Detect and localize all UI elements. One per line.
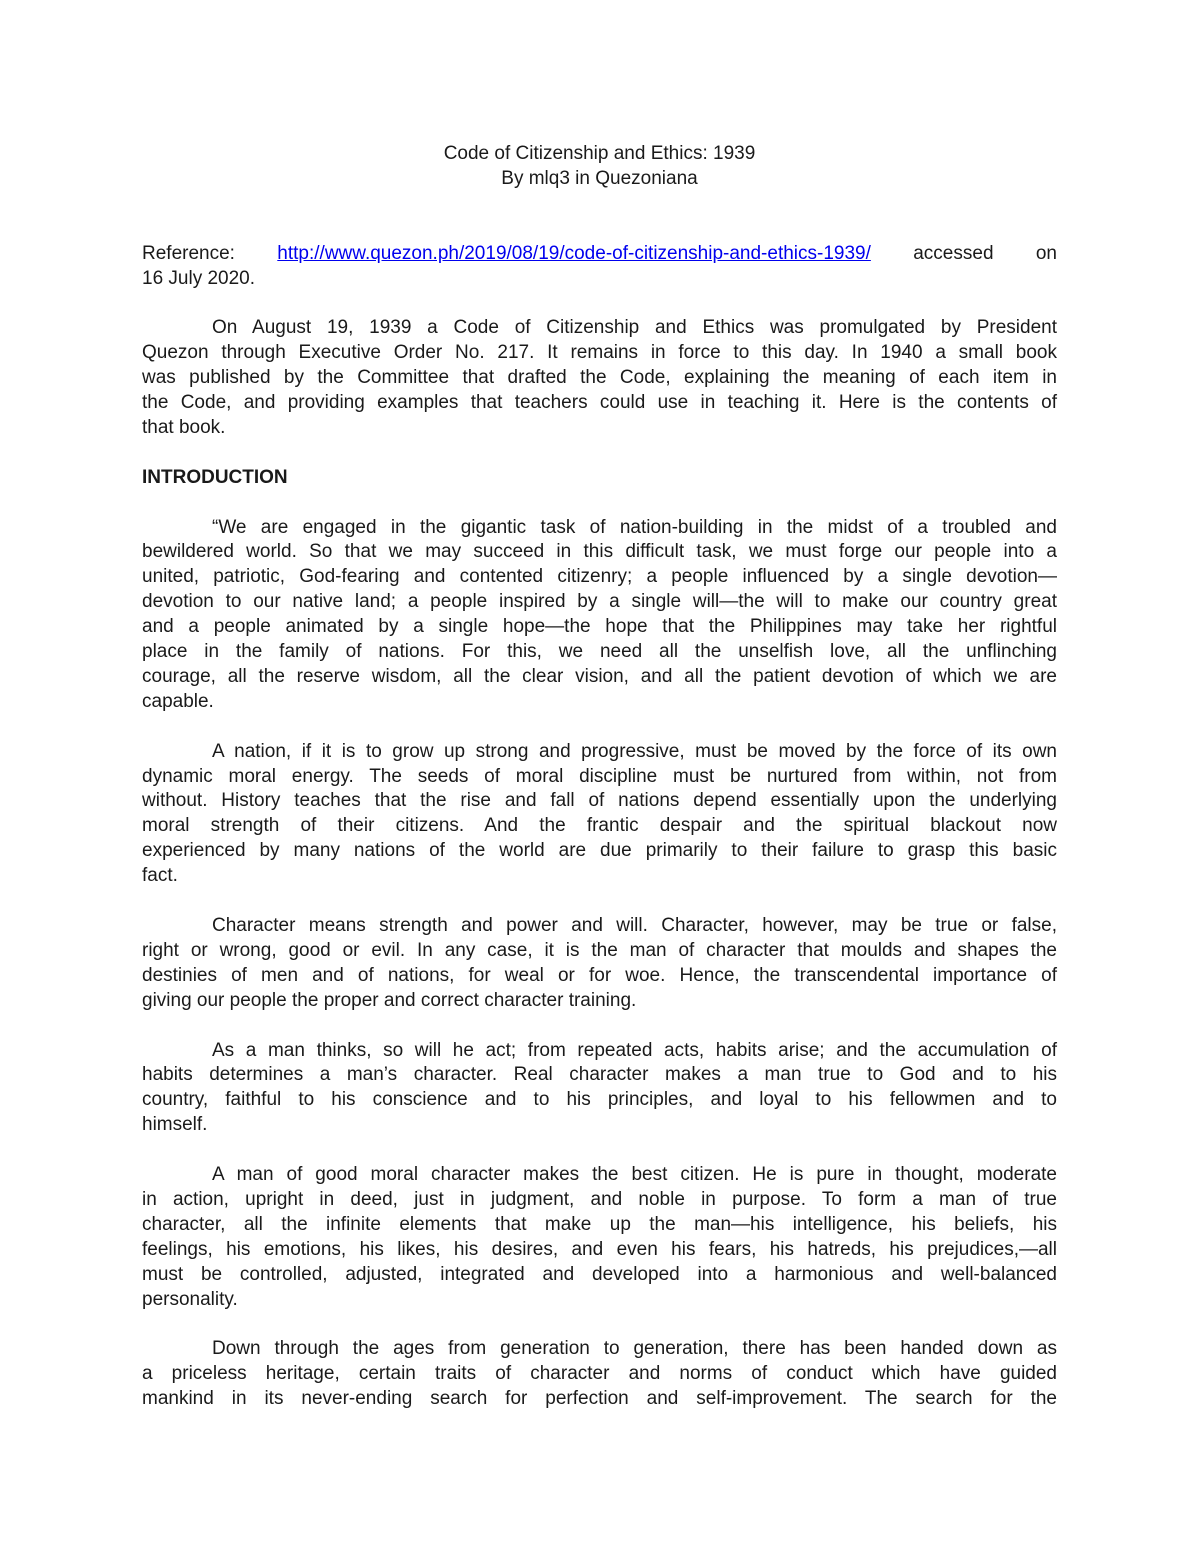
text-line: “We are engaged in the gigantic task of nation-building in the midst of a troubled and: [212, 516, 1057, 538]
reference-date: 16 July 2020.: [142, 267, 256, 289]
paragraph: [142, 1337, 1057, 1412]
body-paragraphs: [142, 516, 1057, 1413]
reference-link[interactable]: http://www.quezon.ph/2019/08/19/code-of-citizenship-and-ethics-1939/: [277, 242, 871, 264]
text-line: personality.: [142, 1288, 238, 1310]
text-line: feelings, his emotions, his likes, his desires, and even his fears, his hatreds, his prejudices,—all: [142, 1238, 1057, 1260]
text-line: On August 19, 1939 a Code of Citizenship and Ethics was promulgated by President: [212, 317, 1057, 339]
text-line: place in the family of nations. For this, we need all the unselfish love, all the unflinching: [142, 641, 1057, 663]
text-line: country, faithful to his conscience and to his principles, and loyal to his fellowmen and to: [142, 1089, 1057, 1111]
text-line: right or wrong, good or evil. In any case, it is the man of character that moulds and shapes the: [142, 939, 1057, 961]
text-line: Quezon through Executive Order No. 217. It remains in force to this day. In 1940 a small book: [142, 342, 1057, 364]
text-line: himself.: [142, 1114, 208, 1136]
text-line: fact.: [142, 865, 178, 887]
text-line: moral strength of their citizens. And the frantic despair and the spiritual blackout now: [142, 815, 1057, 837]
text-line: As a man thinks, so will he act; from repeated acts, habits arise; and the accumulation of: [212, 1039, 1057, 1061]
text-line: A man of good moral character makes the best citizen. He is pure in thought, moderate: [212, 1164, 1057, 1186]
paragraph: [142, 740, 1057, 889]
paragraph: [142, 1039, 1057, 1139]
text-line: the Code, and providing examples that teachers could use in teaching it. Here is the contents of: [142, 392, 1057, 414]
reference-suffix: accessed on: [870, 242, 1057, 264]
reference-paragraph: [142, 242, 1057, 292]
text-line: capable.: [142, 690, 214, 712]
text-line: without. History teaches that the rise and fall of nations depend essentially upon the underlying: [142, 790, 1057, 812]
text-line: devotion to our native land; a people inspired by a single will—the will to make our country great: [142, 591, 1057, 613]
text-line: giving our people the proper and correct character training.: [142, 989, 637, 1011]
text-line: Character means strength and power and will. Character, however, may be true or false,: [212, 915, 1057, 936]
text-line: united, patriotic, God-fearing and contented citizenry; a people influenced by a single devotion—: [142, 566, 1057, 588]
reference-line: [142, 242, 1057, 267]
document-page: [142, 142, 1057, 1437]
text-line: habits determines a man’s character. Real character makes a man true to God and to his: [142, 1064, 1057, 1086]
text-line: courage, all the reserve wisdom, all the clear vision, and all the patient devotion of which we are: [142, 665, 1057, 687]
section-heading: INTRODUCTION: [142, 466, 288, 488]
text-line: destinies of men and of nations, for weal or for woe. Hence, the transcendental importance of: [142, 964, 1057, 986]
document-title: Code of Citizenship and Ethics: 1939: [443, 143, 756, 164]
text-line: a priceless heritage, certain traits of character and norms of conduct which have guided: [142, 1363, 1057, 1385]
text-line: experienced by many nations of the world are due primarily to their failure to grasp this basic: [142, 840, 1057, 862]
text-line: must be controlled, adjusted, integrated and developed into a harmonious and well-balanced: [142, 1263, 1057, 1285]
text-line: dynamic moral energy. The seeds of moral discipline must be nurtured from within, not from: [142, 765, 1057, 787]
text-line: mankind in its never-ending search for perfection and self-improvement. The search for the: [142, 1388, 1057, 1410]
text-line: A nation, if it is to grow up strong and progressive, must be moved by the force of its own: [212, 740, 1057, 762]
paragraph: [142, 516, 1057, 715]
document-byline: By mlq3 in Quezoniana: [501, 167, 698, 189]
text-line: that book.: [142, 416, 226, 438]
text-line: Down through the ages from generation to generation, there has been handed down as: [212, 1338, 1057, 1360]
paragraph: [142, 914, 1057, 1014]
text-line: bewildered world. So that we may succeed in this difficult task, we must forge our people into a: [142, 541, 1057, 563]
reference-label: Reference:: [142, 242, 278, 264]
text-line: and a people animated by a single hope—the hope that the Philippines may take her rightful: [142, 616, 1057, 638]
paragraph: [142, 1163, 1057, 1312]
text-line: in action, upright in deed, just in judgment, and noble in purpose. To form a man of true: [142, 1188, 1057, 1210]
title-block: [142, 142, 1057, 192]
intro-paragraph: [142, 316, 1057, 441]
text-line: character, all the infinite elements that make up the man—his intelligence, his beliefs, his: [142, 1213, 1057, 1235]
text-line: was published by the Committee that drafted the Code, explaining the meaning of each item in: [142, 367, 1057, 389]
